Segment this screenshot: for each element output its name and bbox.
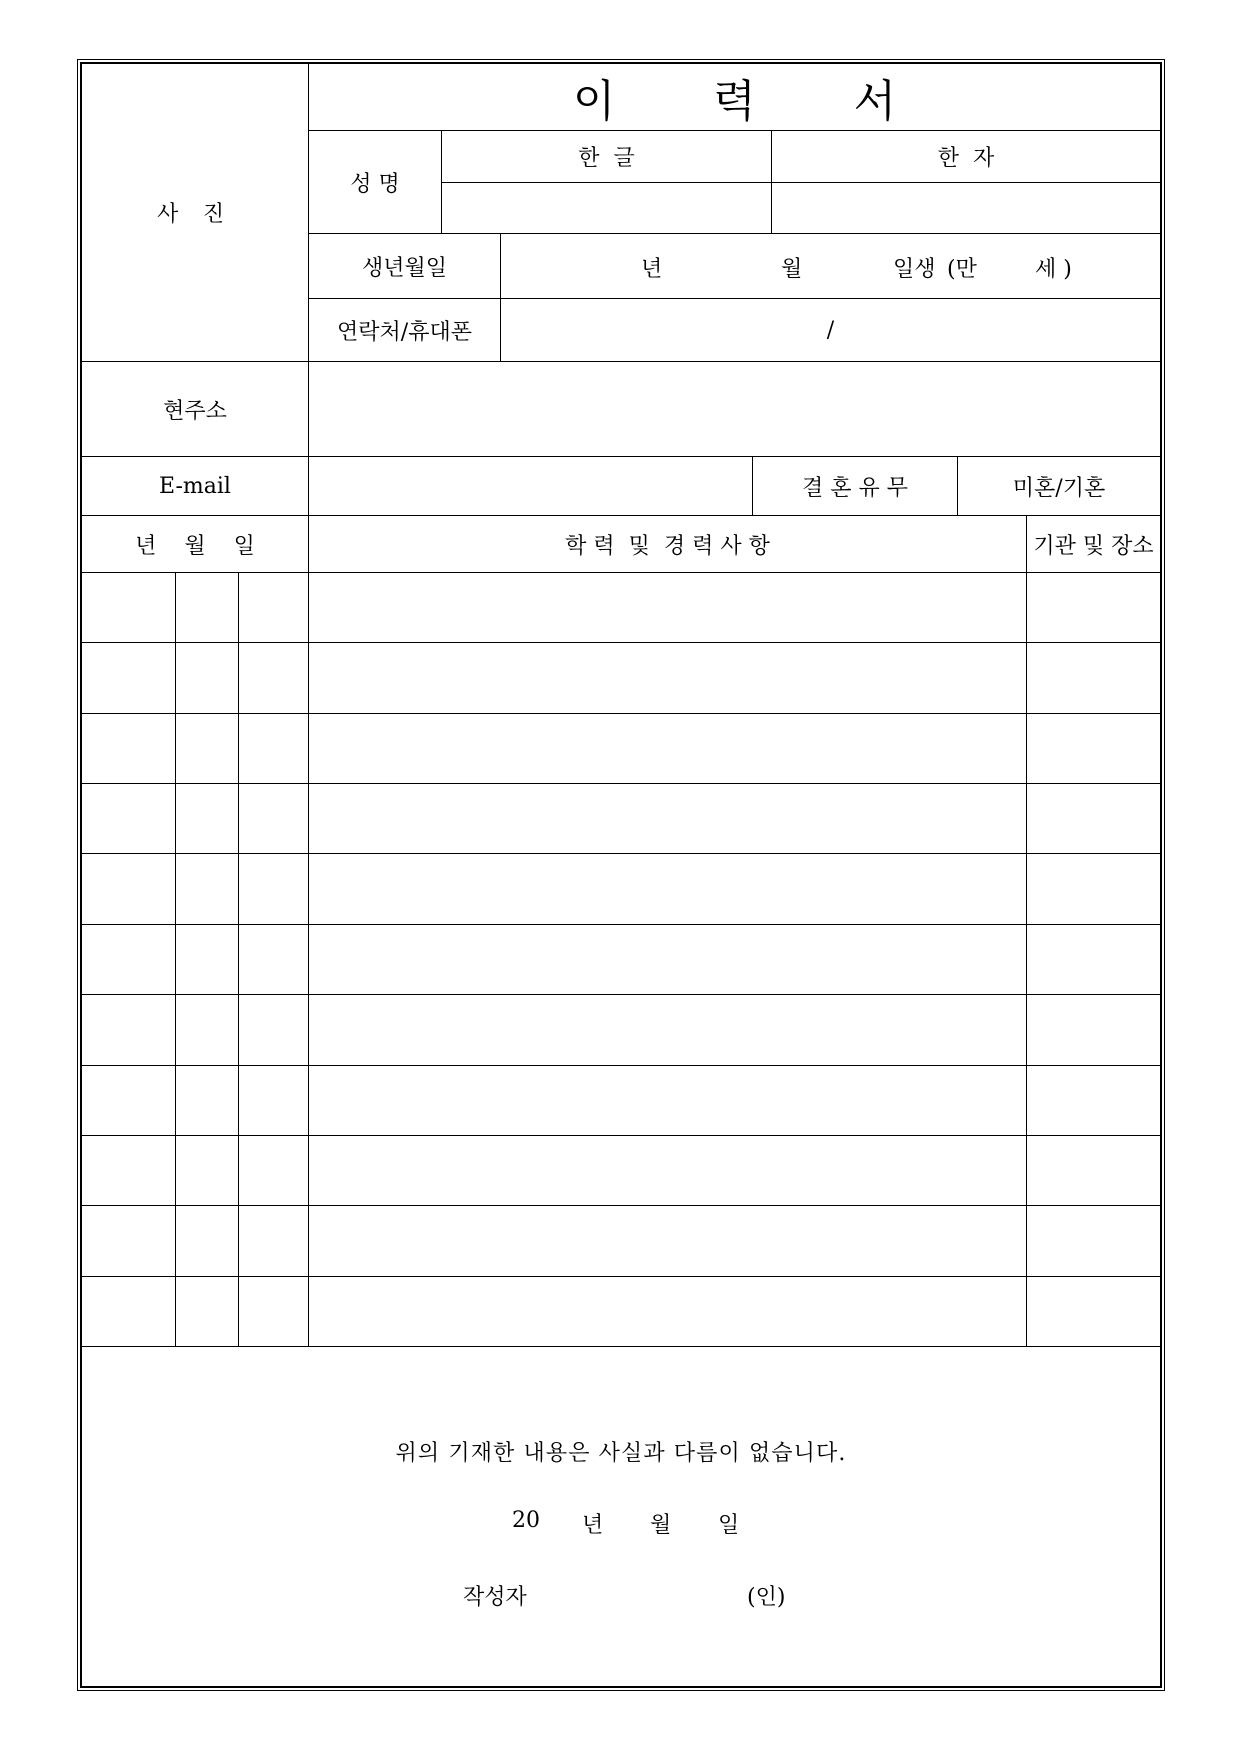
contact-label: 연락처/휴대폰 (337, 319, 472, 345)
row-content-cell[interactable] (309, 643, 1027, 713)
row-month-cell[interactable] (176, 714, 239, 784)
address-label: 현주소 (163, 398, 227, 424)
row-year-cell[interactable] (82, 854, 176, 924)
contact-field[interactable] (501, 299, 1160, 362)
address-field[interactable] (309, 362, 1160, 457)
marriage-label: 결 혼 유 무 (802, 475, 908, 501)
row-year-cell[interactable] (82, 573, 176, 643)
row-content-cell[interactable] (309, 854, 1027, 924)
row-month-cell[interactable] (176, 1206, 239, 1276)
row-day-cell[interactable] (239, 573, 309, 643)
row-place-cell[interactable] (1027, 784, 1160, 854)
row-month-cell[interactable] (176, 995, 239, 1065)
row-day-cell[interactable] (239, 854, 309, 924)
row-place-cell[interactable] (1027, 854, 1160, 924)
marriage-field[interactable] (958, 457, 1160, 516)
date-header-label: 년 월 일 (135, 533, 255, 559)
hanja-label: 한 자 (937, 146, 995, 171)
photo-cell[interactable] (82, 64, 309, 362)
row-year-cell[interactable] (82, 784, 176, 854)
hanja-name-field[interactable] (772, 183, 1160, 234)
hangul-name-field[interactable] (442, 183, 772, 234)
row-month-cell[interactable] (176, 784, 239, 854)
author-label: 작성자 (463, 1585, 527, 1610)
date-year-unit: 년 (582, 1513, 604, 1538)
row-year-cell[interactable] (82, 1277, 176, 1347)
birth-year-unit: 년 (641, 257, 663, 282)
row-month-cell[interactable] (176, 1136, 239, 1206)
row-day-cell[interactable] (239, 995, 309, 1065)
page-title (309, 64, 1160, 131)
row-place-cell[interactable] (1027, 995, 1160, 1065)
row-place-cell[interactable] (1027, 1206, 1160, 1276)
birth-age-open: (만 (947, 257, 977, 282)
name-label: 성 명 (350, 171, 400, 197)
contact-separator: / (826, 317, 835, 343)
row-month-cell[interactable] (176, 573, 239, 643)
title-text: 이 력 서 (572, 76, 897, 127)
row-year-cell[interactable] (82, 714, 176, 784)
birth-day-unit: 일생 (893, 257, 936, 282)
row-content-cell[interactable] (309, 784, 1027, 854)
row-year-cell[interactable] (82, 1136, 176, 1206)
row-place-cell[interactable] (1027, 1277, 1160, 1347)
history-content-header (309, 516, 1027, 573)
row-day-cell[interactable] (239, 925, 309, 995)
date-prefix: 20 (512, 1508, 540, 1533)
row-day-cell[interactable] (239, 784, 309, 854)
row-day-cell[interactable] (239, 714, 309, 784)
row-day-cell[interactable] (239, 643, 309, 713)
row-month-cell[interactable] (176, 1066, 239, 1136)
row-content-cell[interactable] (309, 995, 1027, 1065)
row-content-cell[interactable] (309, 714, 1027, 784)
row-month-cell[interactable] (176, 925, 239, 995)
date-day-unit: 일 (718, 1513, 740, 1538)
contact-label-cell (309, 299, 501, 362)
row-place-cell[interactable] (1027, 1066, 1160, 1136)
email-label-cell (82, 457, 309, 516)
history-place-header (1027, 516, 1160, 573)
declaration-statement: 위의 기재한 내용은 사실과 다름이 없습니다. (395, 1441, 847, 1466)
row-content-cell[interactable] (309, 573, 1027, 643)
email-label: E-mail (159, 473, 231, 499)
history-date-header (82, 516, 309, 573)
date-month-unit: 월 (650, 1513, 672, 1538)
marriage-label-cell (753, 457, 958, 516)
birth-label: 생년월일 (361, 255, 447, 281)
row-content-cell[interactable] (309, 1206, 1027, 1276)
seal-label: (인) (747, 1585, 786, 1610)
row-year-cell[interactable] (82, 643, 176, 713)
address-label-cell (82, 362, 309, 457)
row-day-cell[interactable] (239, 1136, 309, 1206)
hangul-label: 한 글 (578, 146, 635, 171)
hangul-header (442, 131, 772, 183)
row-place-cell[interactable] (1027, 573, 1160, 643)
row-day-cell[interactable] (239, 1206, 309, 1276)
row-content-cell[interactable] (309, 1066, 1027, 1136)
row-year-cell[interactable] (82, 995, 176, 1065)
marriage-value: 미혼/기혼 (1012, 475, 1106, 501)
row-content-cell[interactable] (309, 925, 1027, 995)
row-month-cell[interactable] (176, 643, 239, 713)
row-place-cell[interactable] (1027, 925, 1160, 995)
row-day-cell[interactable] (239, 1277, 309, 1347)
row-content-cell[interactable] (309, 1277, 1027, 1347)
photo-label: 사 진 (157, 202, 233, 227)
declaration-area (82, 1347, 1160, 1686)
birth-date-field[interactable] (501, 234, 1160, 299)
birth-age-close: 세 ) (1035, 257, 1072, 282)
row-month-cell[interactable] (176, 854, 239, 924)
row-month-cell[interactable] (176, 1277, 239, 1347)
row-year-cell[interactable] (82, 925, 176, 995)
signature-field[interactable] (540, 1576, 740, 1606)
row-place-cell[interactable] (1027, 1136, 1160, 1206)
row-day-cell[interactable] (239, 1066, 309, 1136)
birth-month-unit: 월 (781, 257, 803, 282)
name-label-cell (309, 131, 442, 234)
row-content-cell[interactable] (309, 1136, 1027, 1206)
hanja-header (772, 131, 1160, 183)
row-year-cell[interactable] (82, 1066, 176, 1136)
row-place-cell[interactable] (1027, 643, 1160, 713)
birth-label-cell (309, 234, 501, 299)
email-field[interactable] (309, 457, 753, 516)
row-year-cell[interactable] (82, 1206, 176, 1276)
row-place-cell[interactable] (1027, 714, 1160, 784)
place-header-label: 기관 및 장소 (1033, 533, 1154, 559)
content-header-label: 학 력 및 경 력 사 항 (565, 533, 770, 559)
